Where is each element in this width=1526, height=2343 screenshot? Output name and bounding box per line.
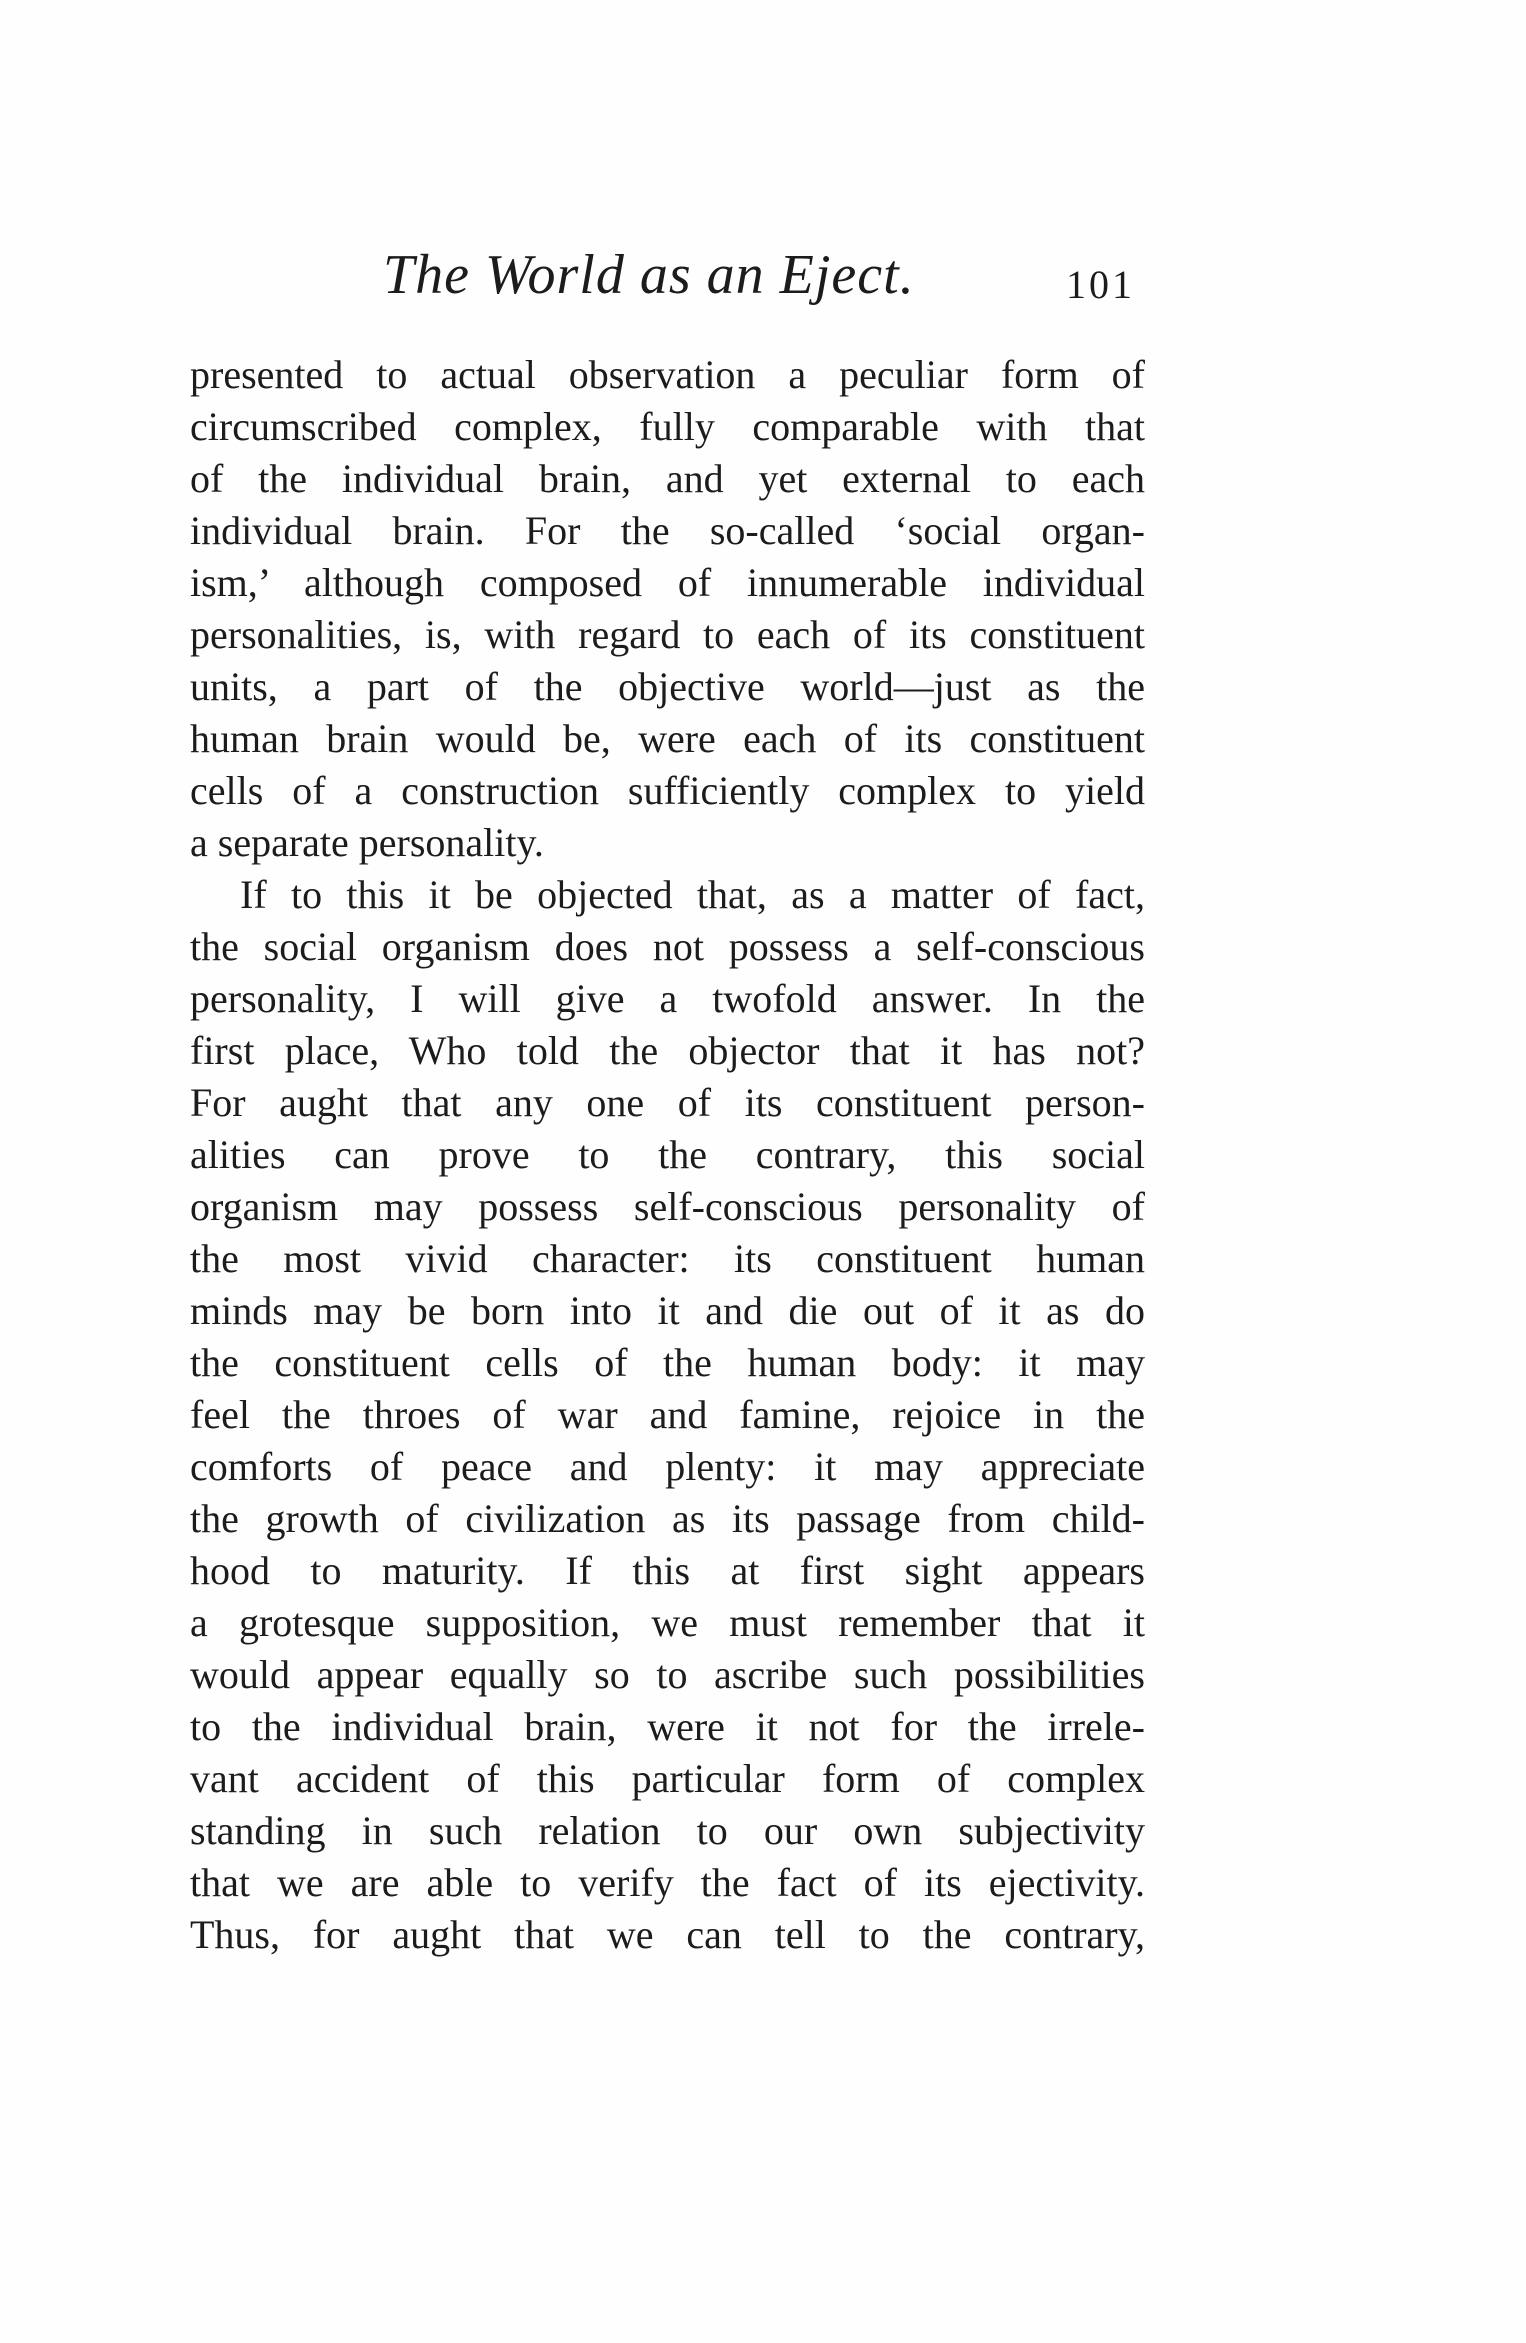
text-line: presented to actual observation a peculiar form of [190,352,1145,397]
page-number: 101 [1066,262,1135,307]
text-line: For aught that any one of its constituent person- [190,1080,1145,1125]
text-line: standing in such relation to our own subjectivity [190,1808,1145,1853]
text-line: the most vivid character: its constituent human [190,1236,1145,1281]
text-line: hood to maturity. If this at first sight appears [190,1548,1145,1593]
text-line: minds may be born into it and die out of it as do [190,1288,1145,1333]
running-title: The World as an Eject. [383,244,915,306]
text-line: alities can prove to the contrary, this social [190,1132,1145,1177]
text-line: a separate personality. [190,820,544,865]
text-line: first place, Who told the objector that it has not? [190,1028,1145,1073]
text-line: units, a part of the objective world—just as the [190,664,1145,709]
text-line: vant accident of this particular form of complex [190,1756,1145,1801]
text-line: would appear equally so to ascribe such possibilities [190,1652,1145,1697]
paragraph [190,349,1145,869]
text-line: Thus, for aught that we can tell to the contrary, [190,1912,1145,1957]
text-line: a grotesque supposition, we must remember that it [190,1600,1145,1645]
text-line: comforts of peace and plenty: it may appreciate [190,1444,1145,1489]
body-text [190,349,1145,1961]
text-line: the growth of civilization as its passage from child- [190,1496,1145,1541]
text-line: the social organism does not possess a self-conscious [190,924,1145,969]
text-line: of the individual brain, and yet external to each [190,456,1145,501]
text-line: organism may possess self-conscious personality of [190,1184,1145,1229]
text-line: personalities, is, with regard to each of its constituent [190,612,1145,657]
text-line: human brain would be, were each of its constituent [190,716,1145,761]
text-line: If to this it be objected that, as a matter of fact, [240,872,1145,917]
text-line: ism,’ although composed of innumerable individual [190,560,1145,605]
text-line: that we are able to verify the fact of its ejectivity. [190,1860,1145,1905]
text-line: cells of a construction sufficiently complex to yield [190,768,1145,813]
text-line: individual brain. For the so-called ‘social organ- [190,508,1145,553]
text-line: personality, I will give a twofold answer. In the [190,976,1145,1021]
running-head [190,240,1150,310]
text-line: to the individual brain, were it not for the irrele- [190,1704,1145,1749]
text-line: circumscribed complex, fully comparable with that [190,404,1145,449]
paragraph [190,869,1145,1961]
text-line: feel the throes of war and famine, rejoice in the [190,1392,1145,1437]
text-line: the constituent cells of the human body: it may [190,1340,1145,1385]
